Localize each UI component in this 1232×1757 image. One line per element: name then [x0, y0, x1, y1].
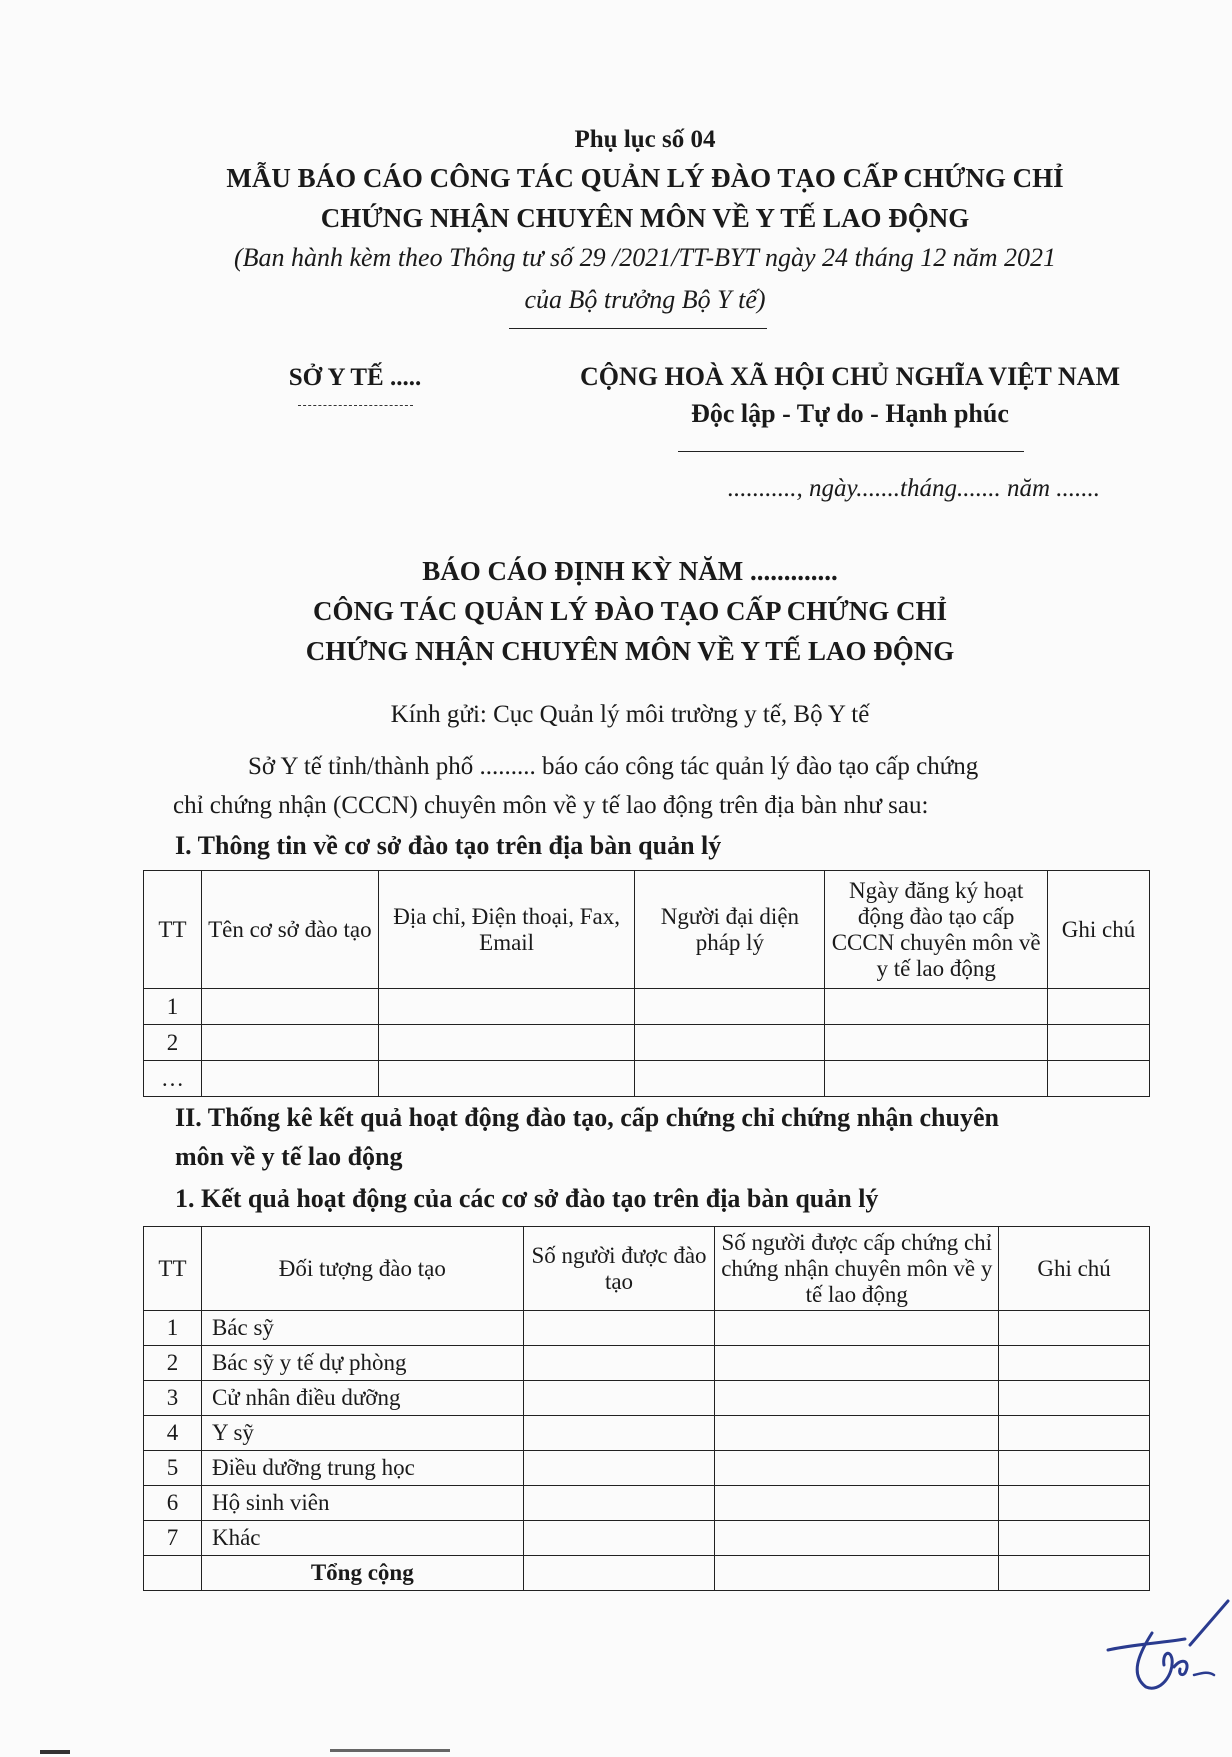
column-header: TT [144, 1227, 202, 1311]
appendix-label: Phụ lục số 04 [574, 126, 716, 153]
issued-note-line1: (Ban hành kèm theo Thông tư số 29 /2021/TT-BYT ngày 24 tháng 12 năm 2021 [233, 243, 1057, 272]
column-header: Địa chỉ, Điện thoại, Fax, Email [378, 871, 635, 989]
table-cell[interactable] [635, 1061, 825, 1097]
section2-heading-line2: môn về y tế lao động [175, 1142, 403, 1171]
table-cell[interactable] [999, 1521, 1150, 1556]
row-number: 4 [144, 1416, 202, 1451]
table-cell[interactable] [715, 1346, 999, 1381]
row-number: 1 [144, 989, 202, 1025]
row-label: Hộ sinh viên [201, 1486, 523, 1521]
row-number: 2 [144, 1346, 202, 1381]
table-cell[interactable] [715, 1486, 999, 1521]
table-cell[interactable] [378, 1061, 635, 1097]
row-label: Khác [201, 1521, 523, 1556]
date-line: ..........., ngày.......tháng....... năm ....... [727, 475, 1100, 502]
table-cell[interactable] [378, 989, 635, 1025]
table-cell[interactable] [523, 1451, 715, 1486]
table-row [144, 1416, 1150, 1451]
table-cell[interactable] [523, 1346, 715, 1381]
table-row [144, 1381, 1150, 1416]
table-cell[interactable] [1048, 989, 1150, 1025]
table-cell[interactable] [523, 1381, 715, 1416]
table-cell[interactable] [999, 1556, 1150, 1591]
table-row [144, 1451, 1150, 1486]
table-cell[interactable] [825, 1061, 1048, 1097]
issued-note-line2: của Bộ trưởng Bộ Y tế) [524, 285, 766, 314]
row-number: 7 [144, 1521, 202, 1556]
table-cell[interactable] [999, 1451, 1150, 1486]
row-label: Điều dưỡng trung học [201, 1451, 523, 1486]
table-cell[interactable] [201, 1025, 378, 1061]
column-header: Số người được cấp chứng chỉ chứng nhận chuyên môn về y tế lao động [715, 1227, 999, 1311]
table-cell[interactable] [999, 1381, 1150, 1416]
table-cell[interactable] [715, 1381, 999, 1416]
scan-edge-marks [0, 1748, 1232, 1757]
table-cell[interactable] [635, 989, 825, 1025]
table-cell[interactable] [523, 1556, 715, 1591]
report-title-line2: CÔNG TÁC QUẢN LÝ ĐÀO TẠO CẤP CHỨNG CHỈ [312, 596, 948, 626]
table-row [144, 1346, 1150, 1381]
row-label: Y sỹ [201, 1416, 523, 1451]
table-row [144, 1311, 1150, 1346]
issued-note-underline [509, 328, 767, 329]
column-header: Tên cơ sở đào tạo [201, 871, 378, 989]
intro-paragraph-line2: chỉ chứng nhận (CCCN) chuyên môn về y tế lao động trên địa bàn như sau: [173, 792, 929, 819]
column-header: Đối tượng đào tạo [201, 1227, 523, 1311]
intro-paragraph-line1: Sở Y tế tỉnh/thành phố ......... báo cáo công tác quản lý đào tạo cấp chứng [248, 753, 979, 780]
row-number: 3 [144, 1381, 202, 1416]
row-label: Cử nhân điều dưỡng [201, 1381, 523, 1416]
table-cell[interactable] [715, 1416, 999, 1451]
table-header-row [144, 871, 1150, 989]
table-cell[interactable] [999, 1311, 1150, 1346]
row-number: 6 [144, 1486, 202, 1521]
column-header: TT [144, 871, 202, 989]
addressee: Kính gửi: Cục Quản lý môi trường y tế, Bộ Y tế [390, 701, 870, 728]
table-cell[interactable] [715, 1521, 999, 1556]
training-facilities-table [143, 870, 1150, 1097]
table-cell[interactable] [715, 1311, 999, 1346]
motto-underline [678, 451, 1024, 452]
form-title-line2: CHỨNG NHẬN CHUYÊN MÔN VỀ Y TẾ LAO ĐỘNG [320, 203, 970, 233]
agency-underline [298, 405, 413, 406]
row-number: … [144, 1061, 202, 1097]
form-title-line1: MẪU BÁO CÁO CÔNG TÁC QUẢN LÝ ĐÀO TẠO CẤP CHỨNG CHỈ [226, 163, 1064, 193]
table-cell[interactable] [523, 1486, 715, 1521]
row-label: Bác sỹ y tế dự phòng [201, 1346, 523, 1381]
table-row [144, 989, 1150, 1025]
row-number: 2 [144, 1025, 202, 1061]
column-header: Người đại diện pháp lý [635, 871, 825, 989]
column-header: Ngày đăng ký hoạt động đào tạo cấp CCCN chuyên môn về y tế lao động [825, 871, 1048, 989]
column-header: Số người được đào tạo [523, 1227, 715, 1311]
table-cell [144, 1556, 202, 1591]
table-cell[interactable] [715, 1556, 999, 1591]
table-row [144, 1025, 1150, 1061]
training-results-table [143, 1226, 1150, 1591]
section1-heading: I. Thông tin về cơ sở đào tạo trên địa bàn quản lý [175, 831, 722, 860]
table-row [144, 1061, 1150, 1097]
table-cell[interactable] [999, 1486, 1150, 1521]
total-label: Tổng cộng [201, 1556, 523, 1591]
table-cell[interactable] [715, 1451, 999, 1486]
table-cell[interactable] [1048, 1061, 1150, 1097]
table-header-row [144, 1227, 1150, 1311]
agency-name: SỞ Y TẾ ..... [288, 364, 422, 391]
table-cell[interactable] [825, 989, 1048, 1025]
national-motto: Độc lập - Tự do - Hạnh phúc [691, 399, 1009, 428]
table-cell[interactable] [635, 1025, 825, 1061]
row-number: 1 [144, 1311, 202, 1346]
table-cell[interactable] [523, 1311, 715, 1346]
table-cell[interactable] [999, 1416, 1150, 1451]
table-cell[interactable] [825, 1025, 1048, 1061]
column-header: Ghi chú [999, 1227, 1150, 1311]
signature-initials-icon [1090, 1595, 1230, 1695]
table-cell[interactable] [201, 989, 378, 1025]
table-cell[interactable] [378, 1025, 635, 1061]
table-cell[interactable] [999, 1346, 1150, 1381]
section2-sub1-heading: 1. Kết quả hoạt động của các cơ sở đào tạo trên địa bàn quản lý [175, 1184, 879, 1213]
table-row [144, 1521, 1150, 1556]
report-title-line3: CHỨNG NHẬN CHUYÊN MÔN VỀ Y TẾ LAO ĐỘNG [305, 636, 955, 666]
total-row [144, 1556, 1150, 1591]
report-title-line1: BÁO CÁO ĐỊNH KỲ NĂM ............. [422, 556, 838, 586]
table-cell[interactable] [523, 1416, 715, 1451]
column-header: Ghi chú [1048, 871, 1150, 989]
section2-heading-line1: II. Thống kê kết quả hoạt động đào tạo, cấp chứng chỉ chứng nhận chuyên [175, 1103, 999, 1132]
table-cell[interactable] [523, 1521, 715, 1556]
row-label: Bác sỹ [201, 1311, 523, 1346]
country-name: CỘNG HOÀ XÃ HỘI CHỦ NGHĨA VIỆT NAM [579, 362, 1121, 391]
table-row [144, 1486, 1150, 1521]
table-cell[interactable] [1048, 1025, 1150, 1061]
table-cell[interactable] [201, 1061, 378, 1097]
row-number: 5 [144, 1451, 202, 1486]
